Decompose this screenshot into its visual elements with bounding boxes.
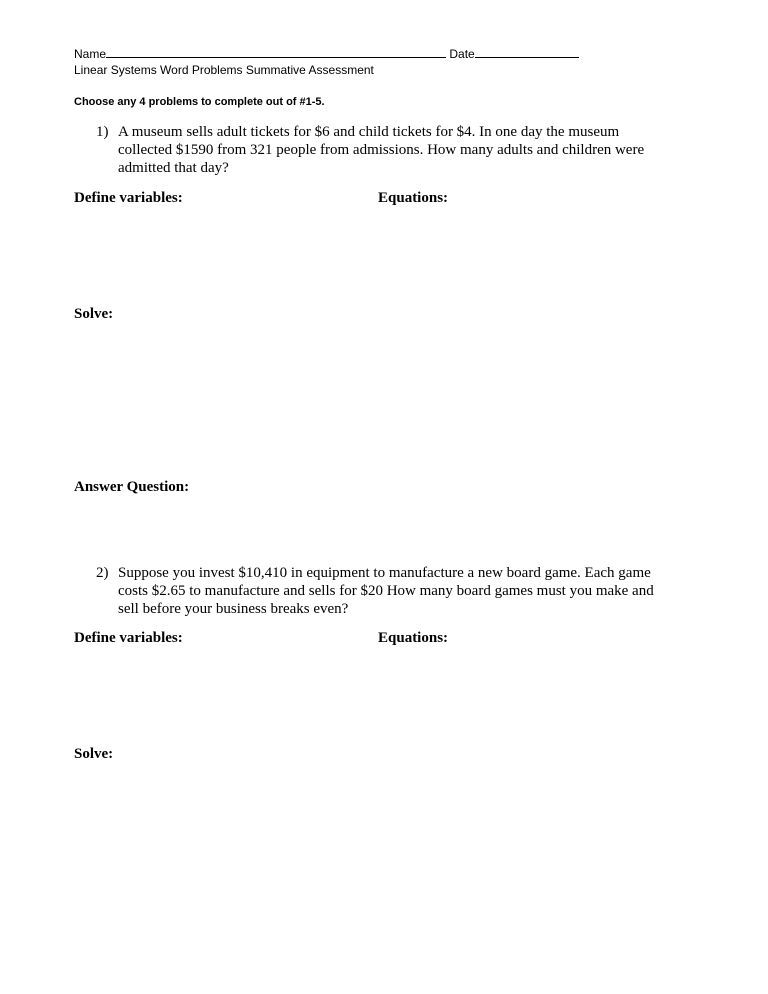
- problem-2: [96, 564, 666, 618]
- problem-1: [96, 123, 666, 177]
- name-date-line: [74, 46, 579, 62]
- problem-text: A museum sells adult tickets for $6 and child tickets for $4. In one day the museum collected $1590 from 321 people from admissions. How many adults and children were admitted that day?: [118, 124, 645, 176]
- instructions: Choose any 4 problems to complete out of #1-5.: [74, 96, 325, 108]
- answer-question-label-1: Answer Question:: [74, 479, 190, 495]
- date-label: Date: [449, 47, 475, 61]
- equations-label-2: Equations:: [378, 630, 449, 646]
- assessment-title: Linear Systems Word Problems Summative Assessment: [74, 63, 374, 77]
- problem-number: 2): [96, 565, 109, 581]
- problem-text: Suppose you invest $10,410 in equipment to manufacture a new board game. Each game costs $2.65 to manufacture and sells for $20 How many board games must you make and sell before your business breaks even?: [118, 565, 654, 617]
- define-variables-label-2: Define variables:: [74, 630, 183, 646]
- solve-label-2: Solve:: [74, 746, 114, 762]
- define-variables-label-1: Define variables:: [74, 190, 183, 206]
- name-blank[interactable]: [106, 46, 446, 58]
- problem-number: 1): [96, 124, 109, 140]
- date-blank[interactable]: [475, 46, 579, 58]
- equations-label-1: Equations:: [378, 190, 449, 206]
- name-label: Name: [74, 47, 107, 61]
- solve-label-1: Solve:: [74, 306, 114, 322]
